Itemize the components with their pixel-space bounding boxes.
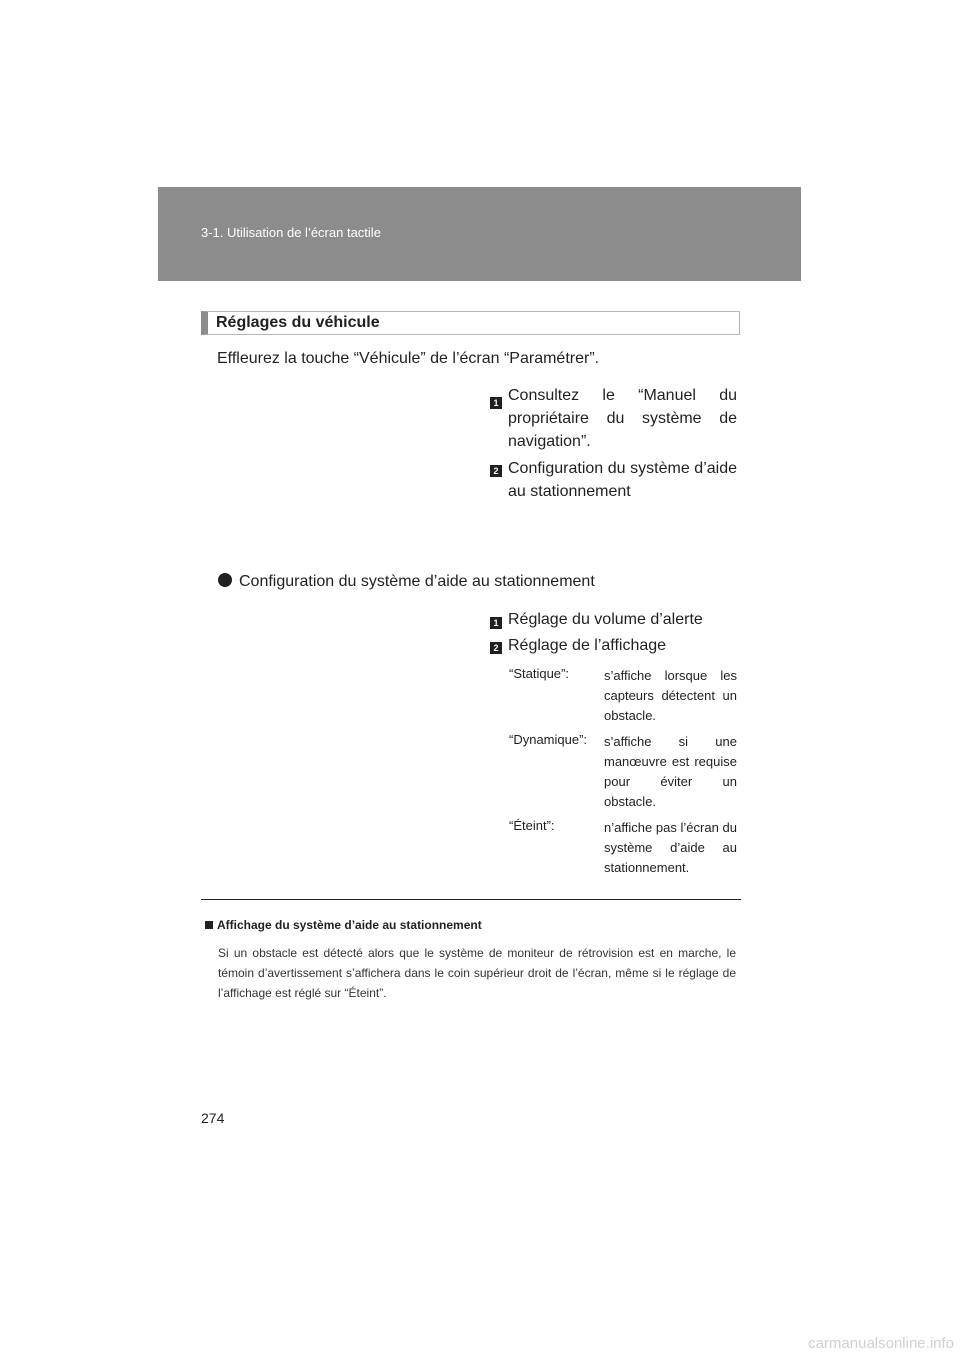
divider-line [201, 899, 741, 900]
section-title-box [201, 311, 740, 335]
watermark: carmanualsonline.info [808, 1335, 954, 1352]
definition-label-dynamic: “Dynamique”: [509, 732, 588, 747]
intro-text: Effleurez la touche “Véhicule” de l’écran “Paramétrer”. [217, 350, 600, 367]
bullet-heading [218, 573, 595, 591]
definition-text-dynamic: s’affiche si une manœuvre est requise pour éviter un obstacle. [604, 734, 737, 809]
definition-label-off: “Éteint”: [509, 818, 555, 833]
item-text-display-setting: Réglage de l’affichage [508, 637, 667, 654]
bullet-icon [218, 573, 232, 587]
number-marker-2: 2 [490, 642, 502, 654]
definition-text-static: s’affiche lorsque les capteurs détectent un obstacle. [604, 668, 737, 723]
definition-label-static: “Statique”: [509, 666, 569, 681]
chapter-label: 3-1. Utilisation de l’écran tactile [201, 225, 381, 240]
definition-text-off: n’affiche pas l’écran du système d’aide au stationnement. [604, 820, 737, 875]
square-bullet-icon [205, 921, 213, 929]
item-text-alert-volume: Réglage du volume d’alerte [508, 611, 703, 628]
number-marker-1: 1 [490, 617, 502, 629]
note-heading [205, 918, 482, 932]
chapter-header [158, 187, 801, 281]
number-marker-2: 2 [490, 465, 502, 477]
note-body: Si un obstacle est détecté alors que le système de moniteur de rétrovision est en marche, le témoin d’avertissement s’affichera dans le coin supérieur droit de l’écran, même si le réglage de l’affichage est réglé sur “Éteint”. [218, 946, 736, 1000]
page-number: 274 [201, 1110, 225, 1126]
number-marker-1: 1 [490, 397, 502, 409]
section-title: Réglages du véhicule [216, 314, 380, 331]
item-text-consult-manual: Consultez le “Manuel du propriétaire du système de navigation”. [508, 387, 737, 450]
note-title: Affichage du système d’aide au stationnement [217, 918, 482, 932]
item-text-parking-config: Configuration du système d’aide au stationnement [508, 460, 737, 500]
bullet-heading-text: Configuration du système d’aide au stationnement [239, 573, 595, 590]
